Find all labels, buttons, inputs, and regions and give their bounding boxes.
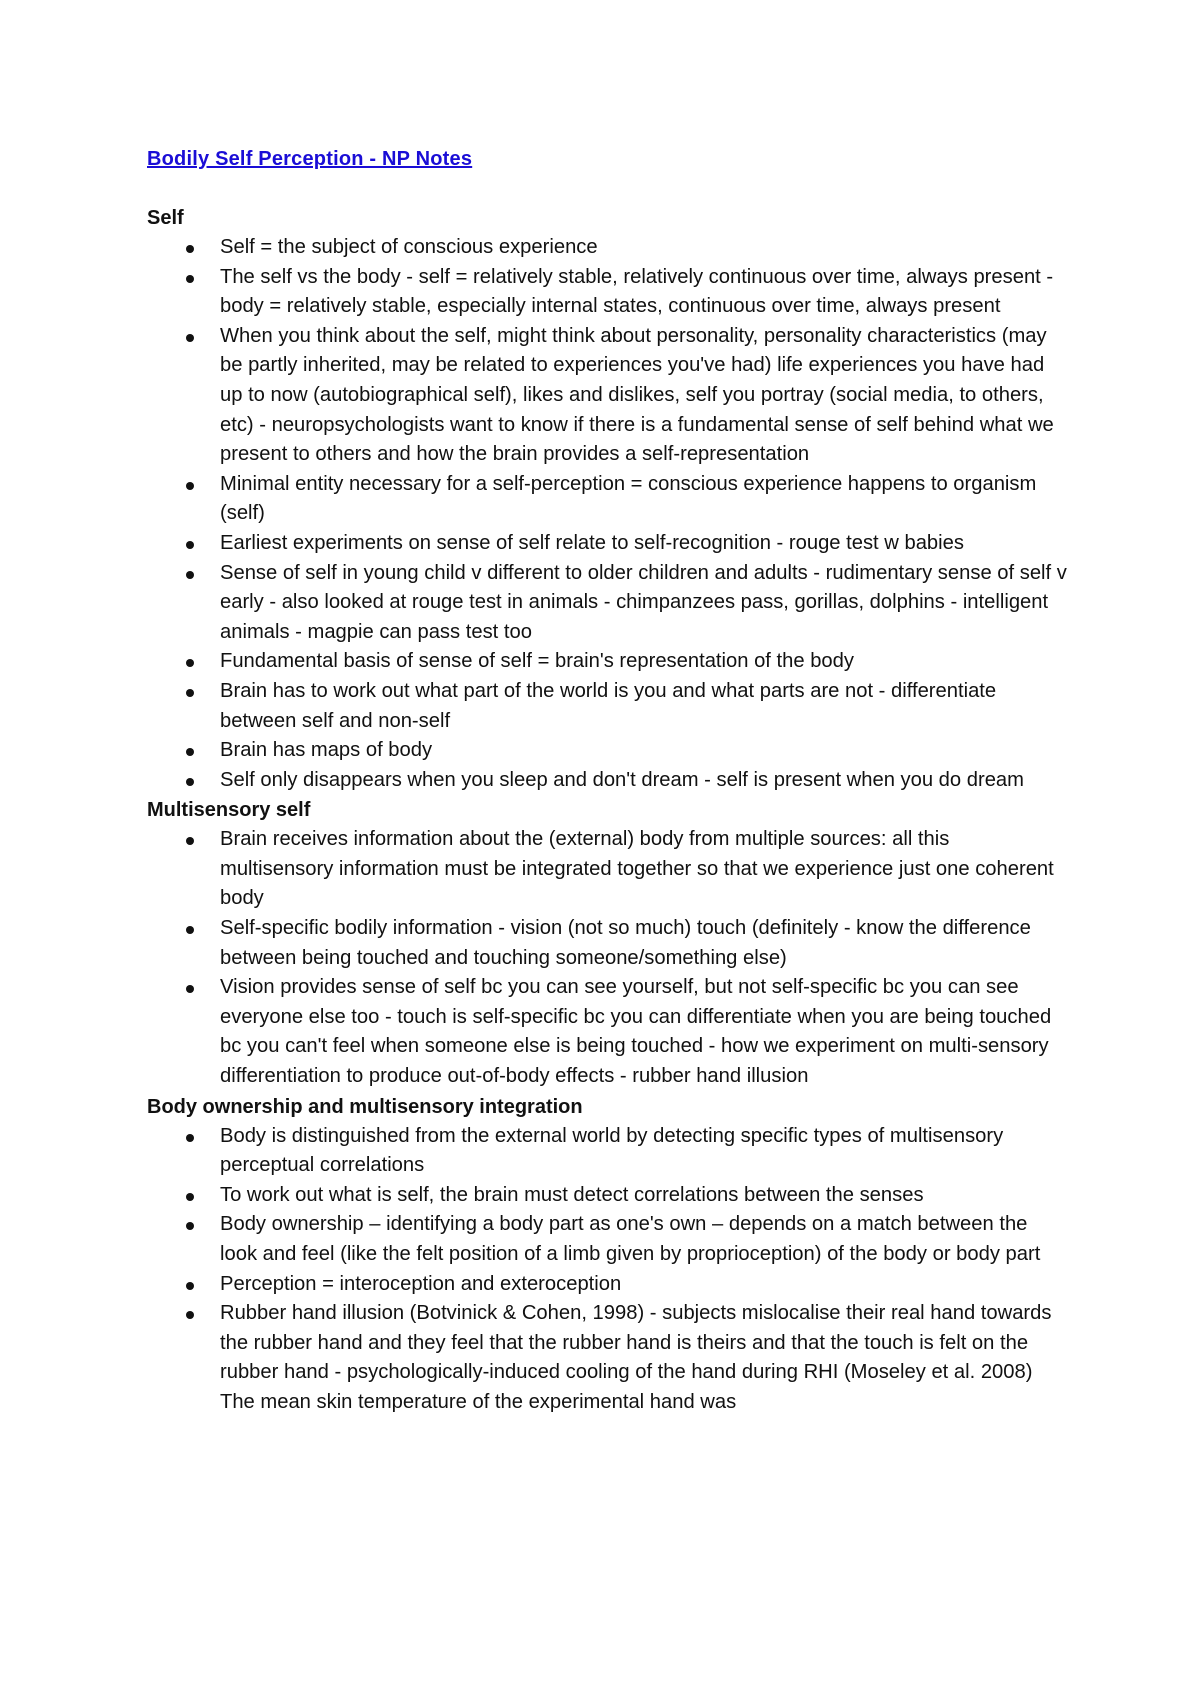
section-heading: Self (147, 207, 184, 229)
bullet-item: Self only disappears when you sleep and don't dream - self is present when you do dream (147, 766, 1067, 796)
section-body-ownership (147, 1092, 1067, 1418)
section-multisensory-self (147, 795, 1067, 1091)
bullet-item: When you think about the self, might think about personality, personality characteristics (may be partly inherited, may be related to experiences you've had) life experiences you have had up to now (autobiographical self), likes and dislikes, self you portray (social media, to others, etc) - neuropsychologists want to know if there is a fundamental sense of self behind what we present to others and how the brain provides a self-representation (147, 322, 1067, 470)
bullet-item: Self = the subject of conscious experience (147, 233, 1067, 263)
bullet-item: Sense of self in young child v different to older children and adults - rudimentary sense of self v early - also looked at rouge test in animals - chimpanzees pass, gorillas, dolphins - intelligent animals - magpie can pass test too (147, 559, 1067, 648)
bullet-list (147, 825, 1067, 1091)
document-title[interactable]: Bodily Self Perception - NP Notes (147, 148, 473, 170)
bullet-item: The self vs the body - self = relatively stable, relatively continuous over time, always present - body = relatively stable, especially internal states, continuous over time, always present (147, 263, 1067, 322)
bullet-item: Body ownership – identifying a body part as one's own – depends on a match between the look and feel (like the felt position of a limb given by proprioception) of the body or body part (147, 1210, 1067, 1269)
bullet-item: Rubber hand illusion (Botvinick & Cohen, 1998) - subjects mislocalise their real hand towards the rubber hand and they feel that the rubber hand is theirs and that the touch is felt on the rubber hand - psychologically-induced cooling of the hand during RHI (Moseley et al. 2008) The mean skin temperature of the experimental hand was (147, 1299, 1067, 1417)
bullet-item: To work out what is self, the brain must detect correlations between the senses (147, 1181, 1067, 1211)
bullet-item: Brain has to work out what part of the world is you and what parts are not - differentiate between self and non-self (147, 677, 1067, 736)
bullet-item: Earliest experiments on sense of self relate to self-recognition - rouge test w babies (147, 529, 1067, 559)
bullet-list (147, 233, 1067, 795)
bullet-item: Fundamental basis of sense of self = brain's representation of the body (147, 647, 1067, 677)
section-self (147, 203, 1067, 795)
bullet-item: Minimal entity necessary for a self-perception = conscious experience happens to organism (self) (147, 470, 1067, 529)
section-heading: Multisensory self (147, 799, 311, 822)
bullet-item: Self-specific bodily information - vision (not so much) touch (definitely - know the difference between being touched and touching someone/something else) (147, 914, 1067, 973)
bullet-item: Body is distinguished from the external world by detecting specific types of multisensory perceptual correlations (147, 1122, 1067, 1181)
bullet-item: Vision provides sense of self bc you can see yourself, but not self-specific bc you can see everyone else too - touch is self-specific bc you can differentiate when you are being touched bc you can't feel when someone else is being touched - how we experiment on multi-sensory differentiation to produce out-of-body effects - rubber hand illusion (147, 973, 1067, 1091)
section-heading: Body ownership and multisensory integration (147, 1095, 583, 1118)
bullet-item: Brain receives information about the (external) body from multiple sources: all this multisensory information must be integrated together so that we experience just one coherent body (147, 825, 1067, 914)
bullet-item: Perception = interoception and exteroception (147, 1270, 1067, 1300)
bullet-list (147, 1122, 1067, 1418)
bullet-item: Brain has maps of body (147, 736, 1067, 766)
document-body (147, 144, 1067, 1418)
